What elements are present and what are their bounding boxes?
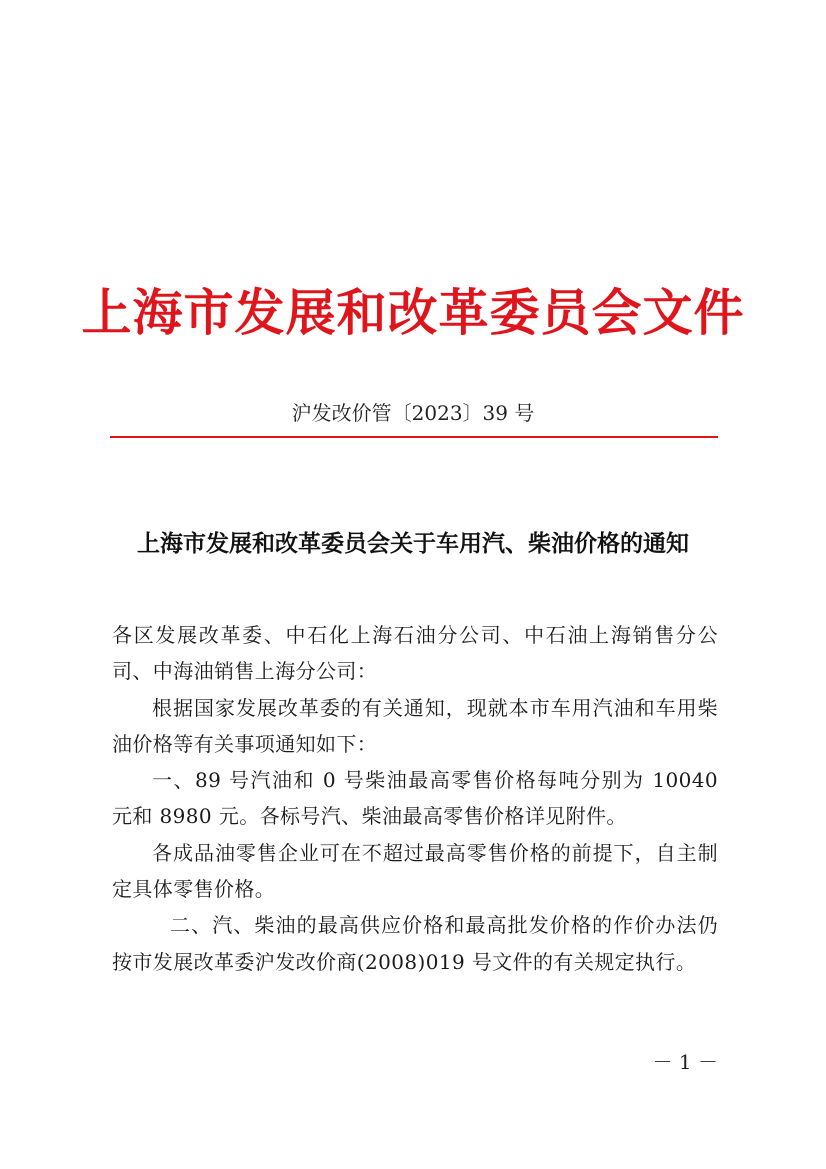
document-body bbox=[112, 617, 718, 980]
notice-title: 上海市发展和改革委员会关于车用汽、柴油价格的通知 bbox=[137, 530, 689, 557]
header-divider-line bbox=[110, 436, 718, 438]
document-header-title: 上海市发展和改革委员会文件 bbox=[81, 283, 745, 342]
page-number: － 1 － bbox=[652, 1050, 718, 1074]
document-number: 沪发改价管〔2023〕39 号 bbox=[291, 401, 535, 425]
recipients-paragraph: 各区发展改革委、中石化上海石油分公司、中石油上海销售分公司、中海油销售上海分公司： bbox=[112, 623, 718, 684]
body-paragraph: 根据国家发展改革委的有关通知，现就本市车用汽油和车用柴油价格等有关事项通知如下： bbox=[112, 695, 718, 756]
body-paragraph: 各成品油零售企业可在不超过最高零售价格的前提下，自主制定具体零售价格。 bbox=[112, 840, 718, 902]
body-paragraph: 二、汽、柴油的最高供应价格和最高批发价格的作价办法仍按市发展改革委沪发改价商(2008)019 号文件的有关规定执行。 bbox=[112, 913, 718, 974]
body-paragraph: 一、89 号汽油和 0 号柴油最高零售价格每吨分别为 10040 元和 8980 元。各标号汽、柴油最高零售价格详见附件。 bbox=[112, 768, 718, 829]
